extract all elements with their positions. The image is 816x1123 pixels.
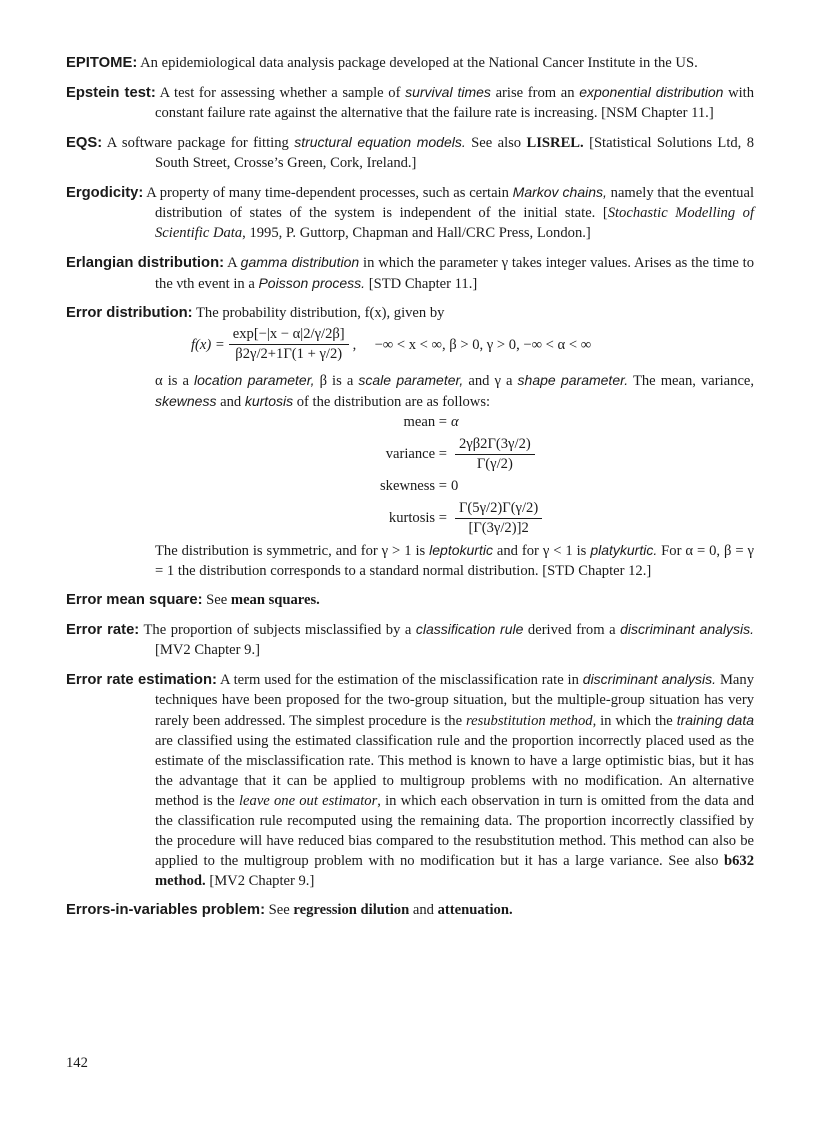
definition-text: derived from a [527, 622, 616, 638]
cross-reference-link[interactable]: survival times [405, 84, 491, 100]
see-also-link[interactable]: attenuation. [437, 902, 513, 918]
page-number: 142 [66, 1055, 88, 1071]
variance-fraction [455, 435, 535, 474]
entry-ergodicity [66, 182, 754, 243]
definition-text: A software package for fitting [106, 135, 289, 151]
italic-term: resubstitution method [465, 713, 593, 729]
headword: Erlangian distribution: [66, 255, 225, 271]
definition-text: [MV2 Chapter 9.] [209, 873, 315, 889]
variance-row [155, 432, 754, 476]
cross-reference-link[interactable]: training data [676, 712, 754, 728]
entry-eqs [66, 132, 754, 173]
definition-text: , in which each observation in turn is omitted from the data and the classification rule recomputed using the remaining data. The proportion incorrectly classified by the procedure will have reduced bias compared to the resubstitution method. This method can also be applied to the multigroup problem with no modification but it has a large variance. See also [155, 793, 754, 869]
cross-reference-link[interactable]: platykurtic. [590, 542, 658, 558]
kurtosis-numerator: Γ(5γ/2)Γ(γ/2) [455, 499, 542, 519]
cross-reference-link[interactable]: location parameter, [194, 372, 315, 388]
headword: Error mean square: [66, 592, 203, 608]
cross-reference-link[interactable]: kurtosis [244, 393, 294, 409]
definition-text: See [268, 902, 290, 918]
kurtosis-row [155, 496, 754, 540]
cross-reference-link[interactable]: shape parameter. [517, 372, 629, 388]
entry-epstein-test [66, 82, 754, 123]
skewness-value: 0 [451, 478, 459, 494]
cross-reference-link[interactable]: discriminant analysis. [620, 621, 755, 637]
skewness-label: skewness = [379, 478, 447, 494]
entry-error-rate [66, 619, 754, 660]
cross-reference-link[interactable]: discriminant analysis. [582, 671, 717, 687]
definition-text: A property of many time-dependent processes, such as certain [146, 185, 509, 201]
see-also-link[interactable]: mean squares. [230, 592, 320, 608]
definition-text: The mean, variance, [632, 373, 755, 389]
kurtosis-fraction [455, 499, 542, 538]
equation-fraction [229, 325, 349, 364]
cross-reference-link[interactable]: Poisson process. [258, 275, 366, 291]
headword: EPITOME: [66, 55, 138, 71]
entry-erlangian-distribution [66, 252, 754, 294]
mean-value: α [451, 414, 459, 430]
cross-reference-link[interactable]: exponential distribution [579, 84, 724, 100]
definition-text: , 1995, P. Guttorp, Chapman and Hall/CRC Press, London.] [242, 225, 591, 241]
definition-text: See also [471, 135, 522, 151]
equation-lhs: f(x) = [191, 336, 225, 353]
definition-text: namely that the eventual distribution of states of the system is independent of the initial state. [ [155, 185, 754, 221]
definition-text: An epidemiological data analysis package developed at the National Cancer Institute in the US. [140, 55, 698, 71]
mean-row [155, 412, 754, 432]
definition-text: [MV2 Chapter 9.] [155, 642, 260, 658]
headword: Epstein test: [66, 85, 156, 101]
entry-error-rate-estimation [66, 669, 754, 891]
see-also-link[interactable]: b632 method. [155, 853, 754, 889]
cross-reference-link[interactable]: leptokurtic [429, 542, 493, 558]
definition-text: β is a [319, 373, 354, 389]
definition-text: , in which the [592, 713, 673, 729]
definition-text: α is a [155, 373, 189, 389]
definition-text: with constant failure rate against the alternative that the failure rate is increasing. [NSM Chapter 11.] [155, 85, 755, 121]
definition-text: [Statistical Solutions Ltd, 8 South Street, Crosse’s Green, Cork, Ireland.] [155, 135, 755, 171]
variance-numerator: 2γβ2Γ(3γ/2) [455, 435, 535, 455]
headword: Error rate: [66, 622, 140, 638]
definition-text: The proportion of subjects misclassified by a [143, 622, 412, 638]
definition-text: See [206, 592, 228, 608]
entry-errors-in-variables-problem [66, 900, 754, 920]
definition-text: Many techniques have been proposed for the two-group situation, but the multiple-group situation has very rarely been addressed. The simplest procedure is the [155, 672, 754, 729]
equation-conditions: , −∞ < x < ∞, β > 0, γ > 0, −∞ < α < ∞ [352, 336, 592, 353]
cross-reference-link[interactable]: Markov chains, [512, 184, 607, 200]
skewness-row [155, 476, 754, 496]
definition-text: The distribution is symmetric, and for γ > 1 is [155, 543, 426, 559]
equation-denominator: β2γ/2+1Γ(1 + γ/2) [235, 346, 343, 362]
definition-text: are classified using the estimated classification rule and the proportion incorrectly placed used as the estimate of the misclassification rate. This method is known to have a large optimistic bias, but it has the advantage that it can be applied to multigroup problems with no modification. An alternative method is the [155, 733, 754, 809]
headword: EQS: [66, 135, 103, 151]
cross-reference-link[interactable]: skewness [155, 393, 217, 409]
dictionary-page [66, 53, 754, 929]
density-equation [191, 325, 754, 364]
definition-text: A [227, 255, 237, 271]
reference-title: Stochastic Modelling of Scientific Data [155, 205, 754, 241]
definition-text: and γ a [468, 373, 513, 389]
definition-text: and [412, 902, 434, 918]
definition-text: in which the parameter γ takes integer values. Arises as the time to the νth event in a [155, 255, 754, 292]
entry-error-mean-square [66, 590, 754, 610]
definition-text: [STD Chapter 11.] [368, 276, 478, 292]
variance-denominator: Γ(γ/2) [476, 455, 513, 472]
parameter-description [155, 370, 754, 412]
headword: Ergodicity: [66, 185, 144, 201]
kurtosis-denominator: [Γ(3γ/2)]2 [468, 519, 529, 536]
equation-numerator: exp[−|x − α|2/γ/2β] [229, 325, 349, 345]
moments-block [155, 412, 754, 540]
entry-epitome [66, 53, 754, 73]
symmetry-description [155, 540, 754, 581]
definition-text: of the distribution are as follows: [296, 394, 491, 410]
definition-text: and for γ < 1 is [496, 543, 587, 559]
definition-text: A term used for the estimation of the misclassification rate in [220, 672, 579, 688]
see-also-link[interactable]: LISREL. [526, 135, 584, 151]
definition-text: The probability distribution, f(x), given by [195, 305, 445, 321]
cross-reference-link[interactable]: structural equation models. [294, 134, 466, 150]
headword: Error distribution: [66, 305, 193, 321]
cross-reference-link[interactable]: scale parameter, [358, 372, 464, 388]
headword: Error rate estimation: [66, 672, 217, 688]
entry-error-distribution [66, 303, 754, 581]
italic-term: leave one out estimator [238, 793, 378, 809]
headword: Errors-in-variables problem: [66, 902, 265, 918]
variance-label: variance = [385, 446, 447, 462]
definition-text: A test for assessing whether a sample of [159, 85, 401, 101]
see-also-link[interactable]: regression dilution [293, 902, 410, 918]
cross-reference-link[interactable]: gamma distribution [240, 254, 360, 270]
kurtosis-label: kurtosis = [388, 510, 447, 526]
mean-label: mean = [403, 414, 447, 430]
cross-reference-link[interactable]: classification rule [415, 621, 524, 637]
definition-text: arise from an [495, 85, 575, 101]
definition-text: For α = 0, β = γ = 1 the distribution corresponds to a standard normal distribution. [STD Chapter 12.] [155, 543, 754, 579]
definition-text: and [220, 394, 242, 410]
